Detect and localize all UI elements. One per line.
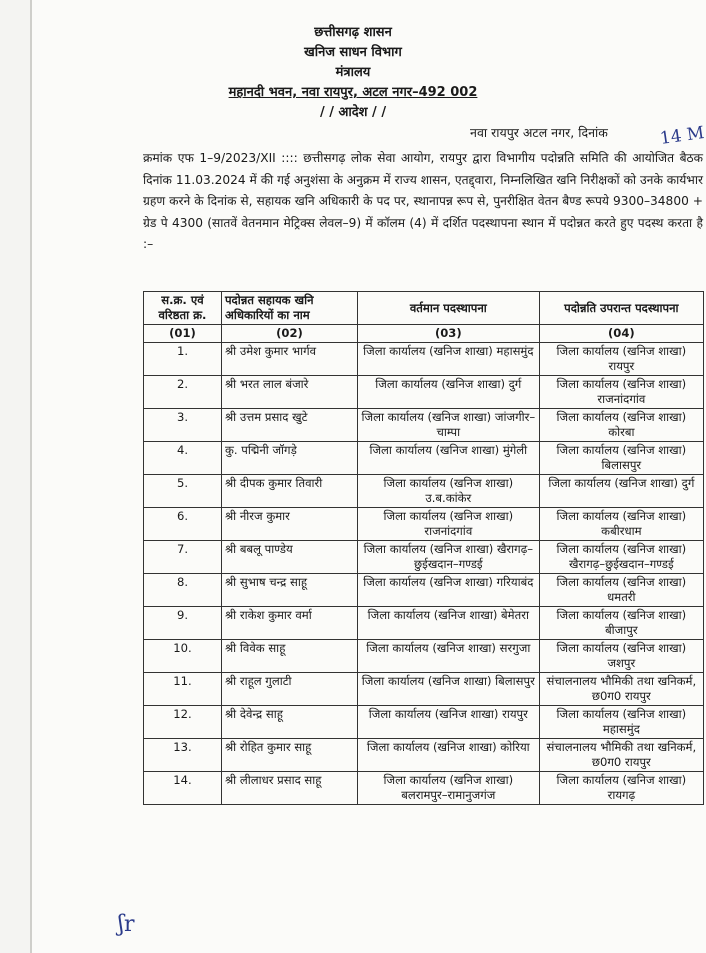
row-name: श्री भरत लाल बंजारे xyxy=(221,376,357,409)
row-serial: 9. xyxy=(144,607,222,640)
row-current-posting: जिला कार्यालय (खनिज शाखा) दुर्ग xyxy=(357,376,539,409)
row-new-posting: जिला कार्यालय (खनिज शाखा) खैरागढ़–छुईखदान–गण्डई xyxy=(539,541,703,574)
row-serial: 13. xyxy=(144,739,222,772)
table-row xyxy=(144,409,704,442)
row-serial: 5. xyxy=(144,475,222,508)
signature-mark: ʃr xyxy=(118,912,135,937)
order-title: / / आदेश / / xyxy=(319,105,387,120)
row-current-posting: जिला कार्यालय (खनिज शाखा) खैरागढ़–छुईखदान–गण्डई xyxy=(357,541,539,574)
row-name: श्री दीपक कुमार तिवारी xyxy=(221,475,357,508)
row-new-posting: जिला कार्यालय (खनिज शाखा) बीजापुर xyxy=(539,607,703,640)
table-row xyxy=(144,739,704,772)
row-new-posting: जिला कार्यालय (खनिज शाखा) रायगढ़ xyxy=(539,772,703,805)
row-name: कु. पद्मिनी जॉगड़े xyxy=(221,442,357,475)
table-row xyxy=(144,574,704,607)
row-current-posting: जिला कार्यालय (खनिज शाखा) राजनांदगांव xyxy=(357,508,539,541)
row-serial: 6. xyxy=(144,508,222,541)
row-serial: 3. xyxy=(144,409,222,442)
table-row xyxy=(144,343,704,376)
row-name: श्री विवेक साहू xyxy=(221,640,357,673)
row-current-posting: जिला कार्यालय (खनिज शाखा) मुंगेली xyxy=(357,442,539,475)
row-new-posting: जिला कार्यालय (खनिज शाखा) जशपुर xyxy=(539,640,703,673)
date-line: नवा रायपुर अटल नगर, दिनांक xyxy=(470,125,608,140)
row-serial: 10. xyxy=(144,640,222,673)
row-name: श्री राकेश कुमार वर्मा xyxy=(221,607,357,640)
row-new-posting: जिला कार्यालय (खनिज शाखा) महासमुंद xyxy=(539,706,703,739)
row-serial: 1. xyxy=(144,343,222,376)
header-ministry: मंत्रालय xyxy=(335,65,371,80)
column-number-row xyxy=(144,325,704,343)
table-row xyxy=(144,541,704,574)
row-serial: 8. xyxy=(144,574,222,607)
table-row xyxy=(144,607,704,640)
table-row xyxy=(144,673,704,706)
order-paragraph: क्रमांक एफ 1–9/2023/XII :::: छत्तीसगढ़ लोक सेवा आयोग, रायपुर द्वारा विभागीय पदोन्नति समिति की आयोजित बैठक दिनांक 11.03.2024 में की गई अनुशंसा के अनुक्रम में राज्य शासन, एतद्द्वारा, निम्नलिखित खनि निरीक्षकों को उनके कार्यभार ग्रहण करने के दिनांक से, सहायक खनि अधिकारी के पद पर, स्थानापन्न रूप से, पुनरीक्षित वेतन बैण्ड रूपये 9300–34800 + ग्रेड पे 4300 (सातवें वेतनमान मेट्रिक्स लेवल–9) में कॉलम (4) में दर्शित पदस्थापना स्थान में पदोन्नत करते हुए पदस्थ करता है :– xyxy=(143,151,703,251)
row-serial: 12. xyxy=(144,706,222,739)
row-name: श्री देवेन्द्र साहू xyxy=(221,706,357,739)
row-new-posting: जिला कार्यालय (खनिज शाखा) कबीरधाम xyxy=(539,508,703,541)
row-name: श्री सुभाष चन्द्र साहू xyxy=(221,574,357,607)
col-num: (04) xyxy=(539,325,703,343)
row-current-posting: जिला कार्यालय (खनिज शाखा) जांजगीर–चाम्पा xyxy=(357,409,539,442)
table-header-row xyxy=(144,292,704,325)
table-row xyxy=(144,508,704,541)
table-row xyxy=(144,772,704,805)
row-current-posting: जिला कार्यालय (खनिज शाखा) महासमुंद xyxy=(357,343,539,376)
row-current-posting: जिला कार्यालय (खनिज शाखा) कोरिया xyxy=(357,739,539,772)
row-new-posting: संचालनालय भौमिकी तथा खनिकर्म, छ0ग0 रायपुर xyxy=(539,739,703,772)
col-num: (02) xyxy=(221,325,357,343)
row-serial: 2. xyxy=(144,376,222,409)
row-current-posting: जिला कार्यालय (खनिज शाखा) गरियाबंद xyxy=(357,574,539,607)
col-num: (03) xyxy=(357,325,539,343)
col-num: (01) xyxy=(144,325,222,343)
header-current-posting: वर्तमान पदस्थापना xyxy=(357,292,539,325)
row-new-posting: जिला कार्यालय (खनिज शाखा) राजनांदगांव xyxy=(539,376,703,409)
row-current-posting: जिला कार्यालय (खनिज शाखा) सरगुजा xyxy=(357,640,539,673)
row-serial: 7. xyxy=(144,541,222,574)
row-serial: 14. xyxy=(144,772,222,805)
row-name: श्री उत्तम प्रसाद खुटे xyxy=(221,409,357,442)
row-new-posting: जिला कार्यालय (खनिज शाखा) रायपुर xyxy=(539,343,703,376)
header-name: पदोन्नत सहायक खनि अधिकारियों का नाम xyxy=(221,292,357,325)
header-address: महानदी भवन, नवा रायपुर, अटल नगर–492 002 xyxy=(228,85,478,100)
table-row xyxy=(144,376,704,409)
row-current-posting: जिला कार्यालय (खनिज शाखा) बेमेतरा xyxy=(357,607,539,640)
page-fold-edge xyxy=(30,0,32,953)
row-new-posting: जिला कार्यालय (खनिज शाखा) कोरबा xyxy=(539,409,703,442)
row-serial: 4. xyxy=(144,442,222,475)
row-new-posting: संचालनालय भौमिकी तथा खनिकर्म, छ0ग0 रायपुर xyxy=(539,673,703,706)
promotion-table xyxy=(143,291,704,805)
table-row xyxy=(144,442,704,475)
header-department: खनिज साधन विभाग xyxy=(304,45,402,60)
row-new-posting: जिला कार्यालय (खनिज शाखा) धमतरी xyxy=(539,574,703,607)
row-name: श्री बबलू पाण्डेय xyxy=(221,541,357,574)
row-name: श्री राहूल गुलाटी xyxy=(221,673,357,706)
row-current-posting: जिला कार्यालय (खनिज शाखा) बलरामपुर–रामानुजगंज xyxy=(357,772,539,805)
table-row xyxy=(144,475,704,508)
table-row xyxy=(144,640,704,673)
row-current-posting: जिला कार्यालय (खनिज शाखा) बिलासपुर xyxy=(357,673,539,706)
row-name: श्री रोहित कुमार साहू xyxy=(221,739,357,772)
row-name: श्री उमेश कुमार भार्गव xyxy=(221,343,357,376)
header-new-posting: पदोन्नति उपरान्त पदस्थापना xyxy=(539,292,703,325)
row-name: श्री नीरज कुमार xyxy=(221,508,357,541)
row-current-posting: जिला कार्यालय (खनिज शाखा) रायपुर xyxy=(357,706,539,739)
row-name: श्री लीलाधर प्रसाद साहू xyxy=(221,772,357,805)
row-serial: 11. xyxy=(144,673,222,706)
handwritten-date-mark: 14 M xyxy=(658,123,706,149)
row-new-posting: जिला कार्यालय (खनिज शाखा) दुर्ग xyxy=(539,475,703,508)
row-new-posting: जिला कार्यालय (खनिज शाखा) बिलासपुर xyxy=(539,442,703,475)
header-serial: स.क्र. एवं वरिष्ठता क्र. xyxy=(144,292,222,325)
table-row xyxy=(144,706,704,739)
row-current-posting: जिला कार्यालय (खनिज शाखा) उ.ब.कांकेर xyxy=(357,475,539,508)
header-state: छत्तीसगढ़ शासन xyxy=(314,25,392,40)
